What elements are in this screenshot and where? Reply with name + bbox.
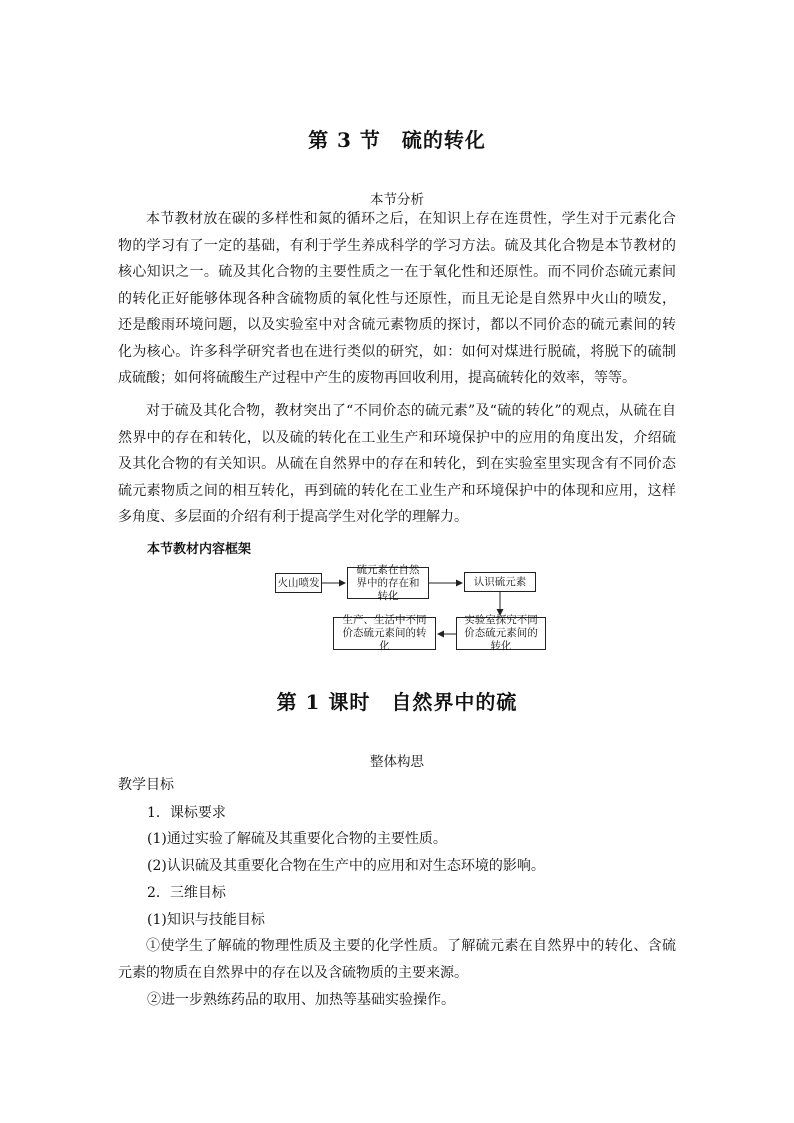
flow-box-know-sulfur: 认识硫元素 [464, 572, 536, 592]
flow-box-volcano: 火山喷发 [275, 573, 322, 593]
analysis-paragraph-2: 对于硫及其化合物，教材突出了“不同价态的硫元素”及“硫的转化”的观点，从硫在自然界中的存在和转化，以及硫的转化在工业生产和环境保护中的应用的角度出发，介绍硫及其化合物的有关知识。从硫在自然界中的存在和转化，到在实验室里实现含有不同价态硫元素物质之间的相互转化，再到硫的转化在工业生产和环境保护中的体现和应用，这样多角度、多层面的介绍有利于提高学生对化学的理解力。 [118, 403, 676, 525]
flow-box-production-life: 生产、生活中不同价态硫元素间的转化 [333, 617, 436, 650]
section-title: 第 3 节 硫的转化 [308, 128, 486, 152]
goal-2-item-1-a: ①使学生了解硫的物理性质及主要的化学性质。了解硫元素在自然界中的转化、含硫元素的物质在自然界中的存在以及含硫物质的主要来源。 [118, 938, 676, 981]
overall-heading: 整体构思 [370, 754, 424, 770]
goal-2-item-1: (1)知识与技能目标 [147, 912, 265, 928]
goal-2-item-1-b: ②进一步熟练药品的取用、加热等基础实验操作。 [147, 992, 455, 1008]
lesson-title: 第 1 课时 自然界中的硫 [276, 690, 518, 714]
framework-label: 本节教材内容框架 [147, 542, 252, 557]
goal-1-item-2: (2)认识硫及其重要化合物在生产中的应用和对生态环境的影响。 [147, 858, 545, 874]
teaching-goals-heading: 教学目标 [118, 777, 174, 793]
flow-box-sulfur-nature: 硫元素在自然界中的存在和转化 [347, 567, 429, 599]
analysis-paragraph-1: 本节教材放在碳的多样性和氮的循环之后，在知识上存在连贯性，学生对于元素化合物的学习有了一定的基础，有利于学生养成科学的学习方法。硫及其化合物是本节教材的核心知识之一。硫及其化合物的主要性质之一在于氧化性和还原性。而不同价态硫元素间的转化正好能够体现各种含硫物质的氧化性与还原性，而且无论是自然界中火山的喷发，还是酸雨环境问题，以及实验室中对含硫元素物质的探讨，都以不同价态的硫元素间的转化为核心。许多科学研究者也在进行类似的研究，如：如何对煤进行脱硫，将脱下的硫制成硫酸；如何将硫酸生产过程中产生的废物再回收利用，提高硫转化的效率，等等。 [118, 211, 676, 386]
analysis-heading: 本节分析 [370, 192, 424, 208]
goal-2-heading: 2．三维目标 [147, 885, 226, 901]
goal-1-heading: 1．课标要求 [147, 805, 226, 821]
flow-box-lab-explore: 实验室探究不同价态硫元素间的转化 [456, 617, 546, 650]
goal-1-item-1: (1)通过实验了解硫及其重要化合物的主要性质。 [147, 831, 447, 847]
